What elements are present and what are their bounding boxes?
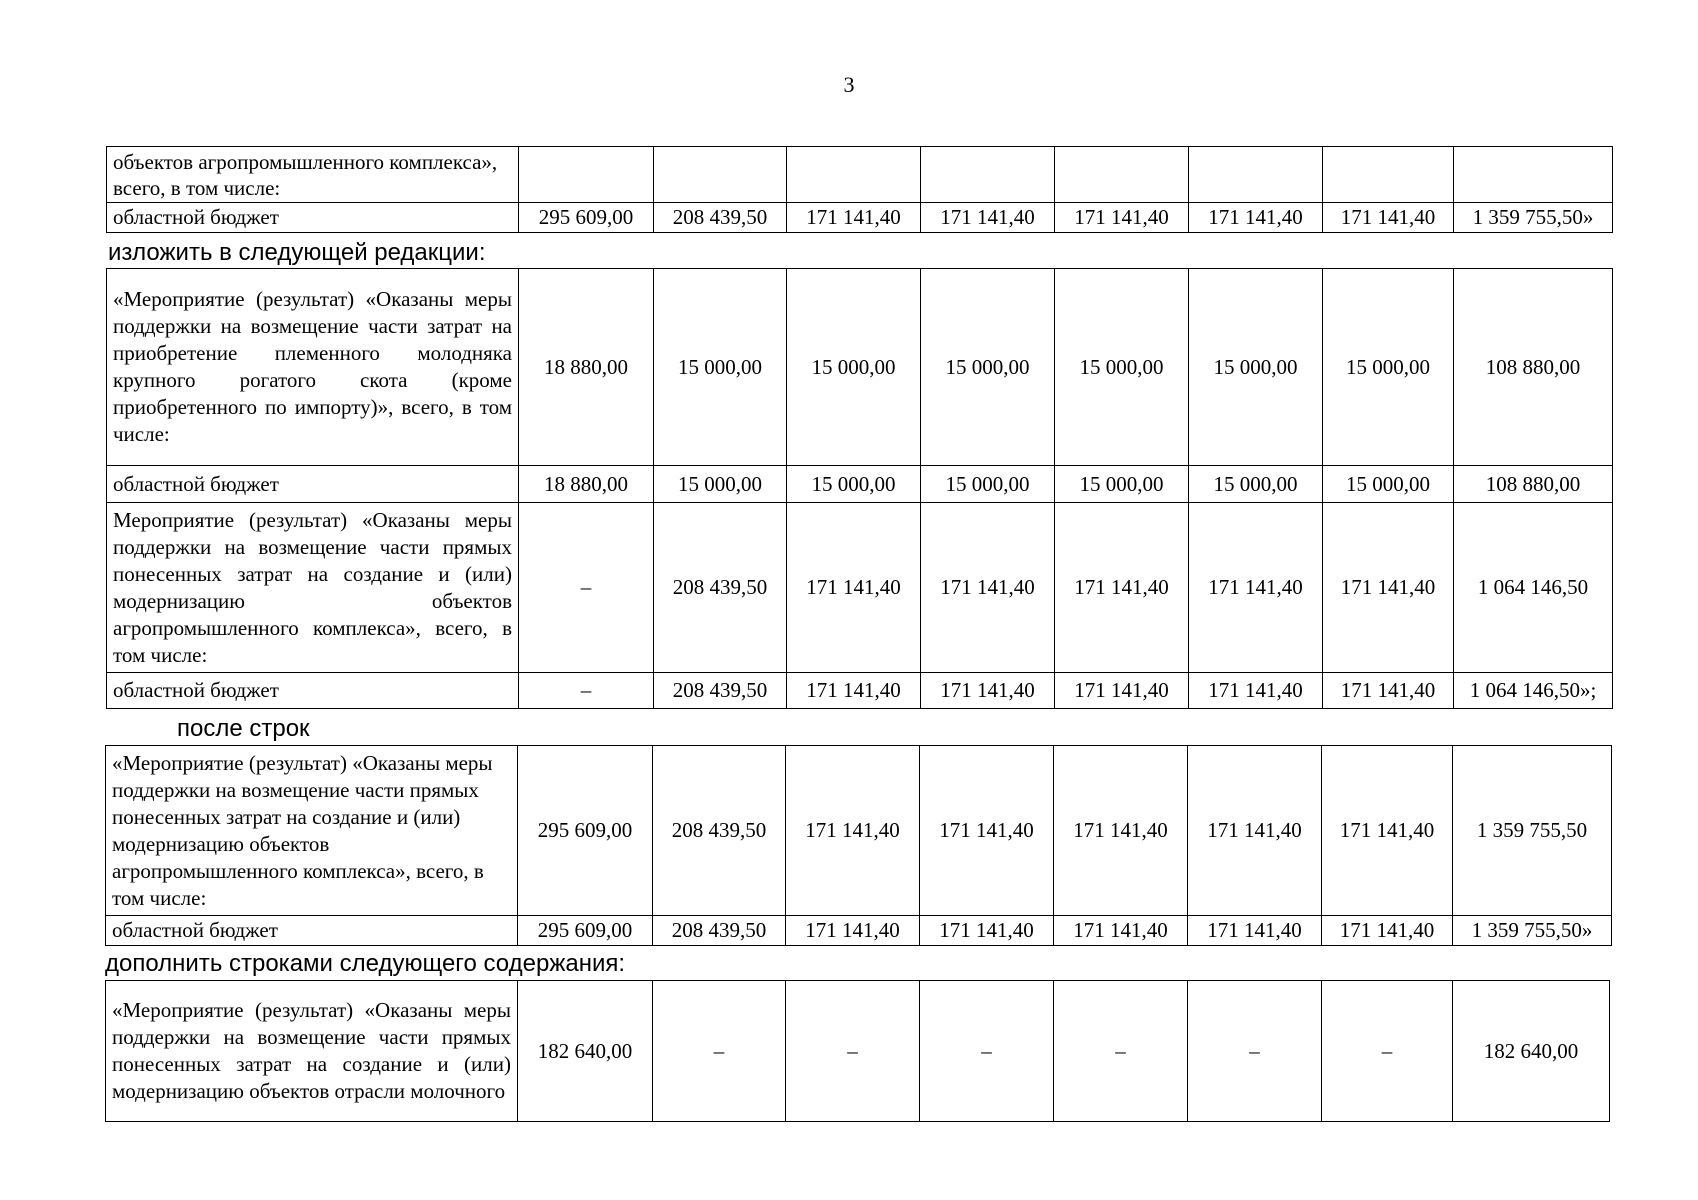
- value-cell: 1 359 755,50: [1453, 746, 1612, 916]
- value-cell: 171 141,40: [921, 673, 1055, 709]
- value-cell: 171 141,40: [1323, 503, 1454, 673]
- table-row: [107, 203, 1613, 233]
- value-cell: 108 880,00: [1454, 269, 1613, 466]
- value-cell: 18 880,00: [519, 269, 654, 466]
- value-cell: 171 141,40: [1188, 746, 1322, 916]
- value-cell: [921, 147, 1055, 203]
- value-cell: [654, 147, 787, 203]
- value-cell: –: [519, 503, 654, 673]
- value-cell: 171 141,40: [1055, 203, 1189, 233]
- value-cell: 171 141,40: [1323, 673, 1454, 709]
- value-cell: 295 609,00: [518, 746, 653, 916]
- value-cell: 171 141,40: [786, 746, 920, 916]
- value-cell: 15 000,00: [921, 466, 1055, 503]
- value-cell: –: [920, 981, 1054, 1122]
- value-cell: [1189, 147, 1323, 203]
- value-cell: 15 000,00: [787, 269, 921, 466]
- value-cell: 171 141,40: [1055, 673, 1189, 709]
- value-cell: 15 000,00: [1055, 269, 1189, 466]
- value-cell: 1 359 755,50»: [1453, 916, 1612, 946]
- value-cell: 171 141,40: [786, 916, 920, 946]
- value-cell: 15 000,00: [1189, 466, 1323, 503]
- row-name: областной бюджет: [107, 466, 519, 503]
- value-cell: 15 000,00: [1189, 269, 1323, 466]
- value-cell: 1 064 146,50: [1454, 503, 1613, 673]
- value-cell: 108 880,00: [1454, 466, 1613, 503]
- value-cell: 171 141,40: [1322, 916, 1453, 946]
- page-number: 3: [843, 72, 855, 97]
- value-cell: 171 141,40: [921, 503, 1055, 673]
- value-cell: 171 141,40: [787, 673, 921, 709]
- row-name: «Мероприятие (результат) «Оказаны меры поддержки на возмещение части затрат на приобретение племенного молодняка крупного рогатого скота (кроме приобретенного по импорту)», всего, в том числе:: [107, 269, 519, 466]
- value-cell: 208 439,50: [653, 916, 786, 946]
- row-name: областной бюджет: [107, 203, 519, 233]
- value-cell: 171 141,40: [787, 203, 921, 233]
- value-cell: 15 000,00: [1323, 269, 1454, 466]
- value-cell: [1055, 147, 1189, 203]
- value-cell: 208 439,50: [654, 673, 787, 709]
- value-cell: 182 640,00: [1453, 981, 1610, 1122]
- value-cell: 1 359 755,50»: [1454, 203, 1613, 233]
- value-cell: 15 000,00: [654, 466, 787, 503]
- row-name: Мероприятие (результат) «Оказаны меры поддержки на возмещение части прямых понесенных затрат на создание и (или) модернизацию объектов агропромышленного комплекса», всего, в том числе:: [107, 503, 519, 673]
- table-after-rows: [105, 745, 1612, 946]
- value-cell: 15 000,00: [1055, 466, 1189, 503]
- value-cell: 171 141,40: [921, 203, 1055, 233]
- value-cell: 171 141,40: [1188, 916, 1322, 946]
- value-cell: 295 609,00: [519, 203, 654, 233]
- value-cell: 171 141,40: [1323, 203, 1454, 233]
- value-cell: [1454, 147, 1613, 203]
- value-cell: 171 141,40: [1055, 503, 1189, 673]
- row-name: областной бюджет: [106, 916, 518, 946]
- value-cell: 171 141,40: [787, 503, 921, 673]
- value-cell: 171 141,40: [1054, 746, 1188, 916]
- value-cell: 171 141,40: [920, 746, 1054, 916]
- value-cell: –: [786, 981, 920, 1122]
- table-new-wording: [106, 268, 1613, 709]
- value-cell: 15 000,00: [921, 269, 1055, 466]
- value-cell: 208 439,50: [654, 203, 787, 233]
- table-row: [107, 673, 1613, 709]
- section-label-add-rows: дополнить строками следующего содержания:: [105, 950, 626, 977]
- value-cell: 171 141,40: [1322, 746, 1453, 916]
- table-row: [107, 269, 1613, 466]
- value-cell: 15 000,00: [654, 269, 787, 466]
- value-cell: 15 000,00: [1323, 466, 1454, 503]
- row-name: объектов агропромышленного комплекса», всего, в том числе:: [107, 147, 519, 203]
- value-cell: –: [519, 673, 654, 709]
- value-cell: [519, 147, 654, 203]
- table-row: [106, 916, 1612, 946]
- value-cell: 208 439,50: [653, 746, 786, 916]
- value-cell: 182 640,00: [518, 981, 653, 1122]
- table-added-rows: [105, 980, 1610, 1122]
- value-cell: 171 141,40: [1054, 916, 1188, 946]
- value-cell: 295 609,00: [518, 916, 653, 946]
- section-label-after-rows: после строк: [177, 715, 310, 742]
- value-cell: 171 141,40: [1189, 673, 1323, 709]
- row-name: областной бюджет: [107, 673, 519, 709]
- table-row: [106, 981, 1610, 1122]
- value-cell: –: [1188, 981, 1322, 1122]
- value-cell: 171 141,40: [920, 916, 1054, 946]
- value-cell: [787, 147, 921, 203]
- table-row: [107, 147, 1613, 203]
- value-cell: 15 000,00: [787, 466, 921, 503]
- table-row: [107, 466, 1613, 503]
- value-cell: –: [1054, 981, 1188, 1122]
- value-cell: 171 141,40: [1189, 203, 1323, 233]
- table-row: [107, 503, 1613, 673]
- section-label-rephrase: изложить в следующей редакции:: [108, 239, 486, 266]
- row-name: «Мероприятие (результат) «Оказаны меры поддержки на возмещение части прямых понесенных затрат на создание и (или) модернизацию объектов агропромышленного комплекса», всего, в том числе:: [106, 746, 518, 916]
- value-cell: –: [1322, 981, 1453, 1122]
- value-cell: –: [653, 981, 786, 1122]
- value-cell: [1323, 147, 1454, 203]
- value-cell: 171 141,40: [1189, 503, 1323, 673]
- row-name: «Мероприятие (результат) «Оказаны меры поддержки на возмещение части прямых понесенных затрат на создание и (или) модернизацию объектов отрасли молочного: [106, 981, 518, 1122]
- value-cell: 208 439,50: [654, 503, 787, 673]
- table-row: [106, 746, 1612, 916]
- table-old-rows: [106, 146, 1613, 233]
- value-cell: 1 064 146,50»;: [1454, 673, 1613, 709]
- value-cell: 18 880,00: [519, 466, 654, 503]
